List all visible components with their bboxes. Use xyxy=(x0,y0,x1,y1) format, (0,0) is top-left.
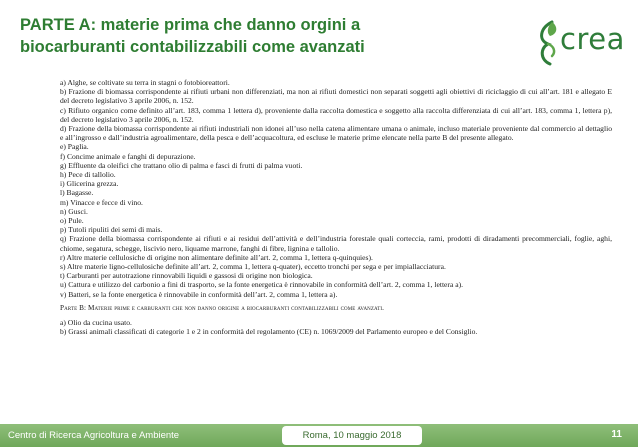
list-item: n) Gusci. xyxy=(60,206,88,216)
list-item: f) Concime animale e fanghi di depurazione. xyxy=(60,151,196,161)
document-excerpt xyxy=(60,78,612,336)
list-item: a) Alghe, se coltivate su terra in stagni o fotobioreattori. xyxy=(60,78,230,87)
list-item: u) Cattura e utilizzo del carbonio a fini di trasporto, se la fonte energetica è rinnovabile in conformità dell’art. 2, comma 1, lettera a). xyxy=(60,280,464,290)
list-item: e) Paglia. xyxy=(60,142,89,152)
list-item: b) Grassi animali classificati di categorie 1 e 2 in conformità del regolamento (CE) n. 1069/2009 del Parlamento europeo e del Consiglio. xyxy=(60,327,478,337)
slide-title xyxy=(20,14,490,58)
list-item: c) Rifiuto organico come definito all’art. 183, comma 1 lettera d), proveniente dalla raccolta domestica e soggetto alla raccolta differenziata di cui all’art. 183, comma 1, lettera p), del decreto legislativo 3 aprile 2006, n. 152. xyxy=(60,105,612,124)
list-item: a) Olio da cucina usato. xyxy=(60,318,132,328)
part-b-heading xyxy=(60,304,612,313)
list-item: b) Frazione di biomassa corrispondente ai rifiuti urbani non differenziati, ma non ai rifiuti domestici non separati soggetti agli obiettivi di riciclaggio di cui all’art. 181 e allegato E del decreto legislativo 3 aprile 2006, n. 152. xyxy=(60,87,612,106)
list-item: i) Glicerina grezza. xyxy=(60,179,119,189)
list-item: r) Altre materie cellulosiche di origine non alimentare definite all’art. 2, comma 1, lettera q-quinquies). xyxy=(60,252,373,262)
footer-organization: Centro di Ricerca Agricoltura e Ambiente xyxy=(8,430,180,441)
footer-bar xyxy=(0,424,638,447)
list-item: h) Pece di tallolio. xyxy=(60,170,116,180)
page-number: 11 xyxy=(611,429,622,440)
list-item: q) Frazione della biomassa corrispondente ai rifiuti e ai residui dell’attività e dell’industria forestale quali corteccia, rami, prodotti di diradamenti precommerciali, foglie, aghi, chiome, segatura, schegge, liscivio nero, liquame marrone, fanghi di fibre, lignina e tallolio. xyxy=(60,234,612,253)
list-item: s) Altre materie ligno-cellulosiche definite all’art. 2, comma 1, lettera q-quater), eccetto tronchi per sega e per impiallacciatura. xyxy=(60,262,446,272)
list-item: o) Pule. xyxy=(60,216,84,226)
list-item: g) Effluente da oleifici che trattano olio di palma e fasci di frutti di palma vuoti. xyxy=(60,160,303,170)
crea-logo xyxy=(534,18,634,66)
slide-title-line-2: biocarburanti contabilizzabili come avanzati xyxy=(20,38,365,56)
list-item: d) Frazione della biomassa corrispondente ai rifiuti industriali non idonei all’uso nella catena alimentare umana o animale, incluso materiale proveniente dal commercio al dettaglio e all’ingrosso e dall’industria agroalimentare, della pesca e dell’acquacoltura, ed escluse le materie prime elencate nella parte B del presente allegato. xyxy=(60,124,612,143)
logo-text: crea xyxy=(560,22,625,56)
list-item: m) Vinacce e fecce di vino. xyxy=(60,197,143,207)
list-item: l) Bagasse. xyxy=(60,188,94,198)
slide-title-line-1: PARTE A: materie prima che danno orgini a xyxy=(20,16,361,34)
list-item: v) Batteri, se la fonte energetica è rinnovabile in conformità dell’art. 2, comma 1, lettera a). xyxy=(60,289,338,299)
footer-date: Roma, 10 maggio 2018 xyxy=(282,426,422,445)
part-b-heading-text: Parte B: Materie prime e carburanti che non danno origine a biocarburanti contabilizzabili come avanzati. xyxy=(60,303,385,312)
list-item: t) Carburanti per autotrazione rinnovabili liquidi e gassosi di origine non biologica. xyxy=(60,271,313,281)
list-item: p) Tutoli ripuliti dei semi di mais. xyxy=(60,225,163,235)
